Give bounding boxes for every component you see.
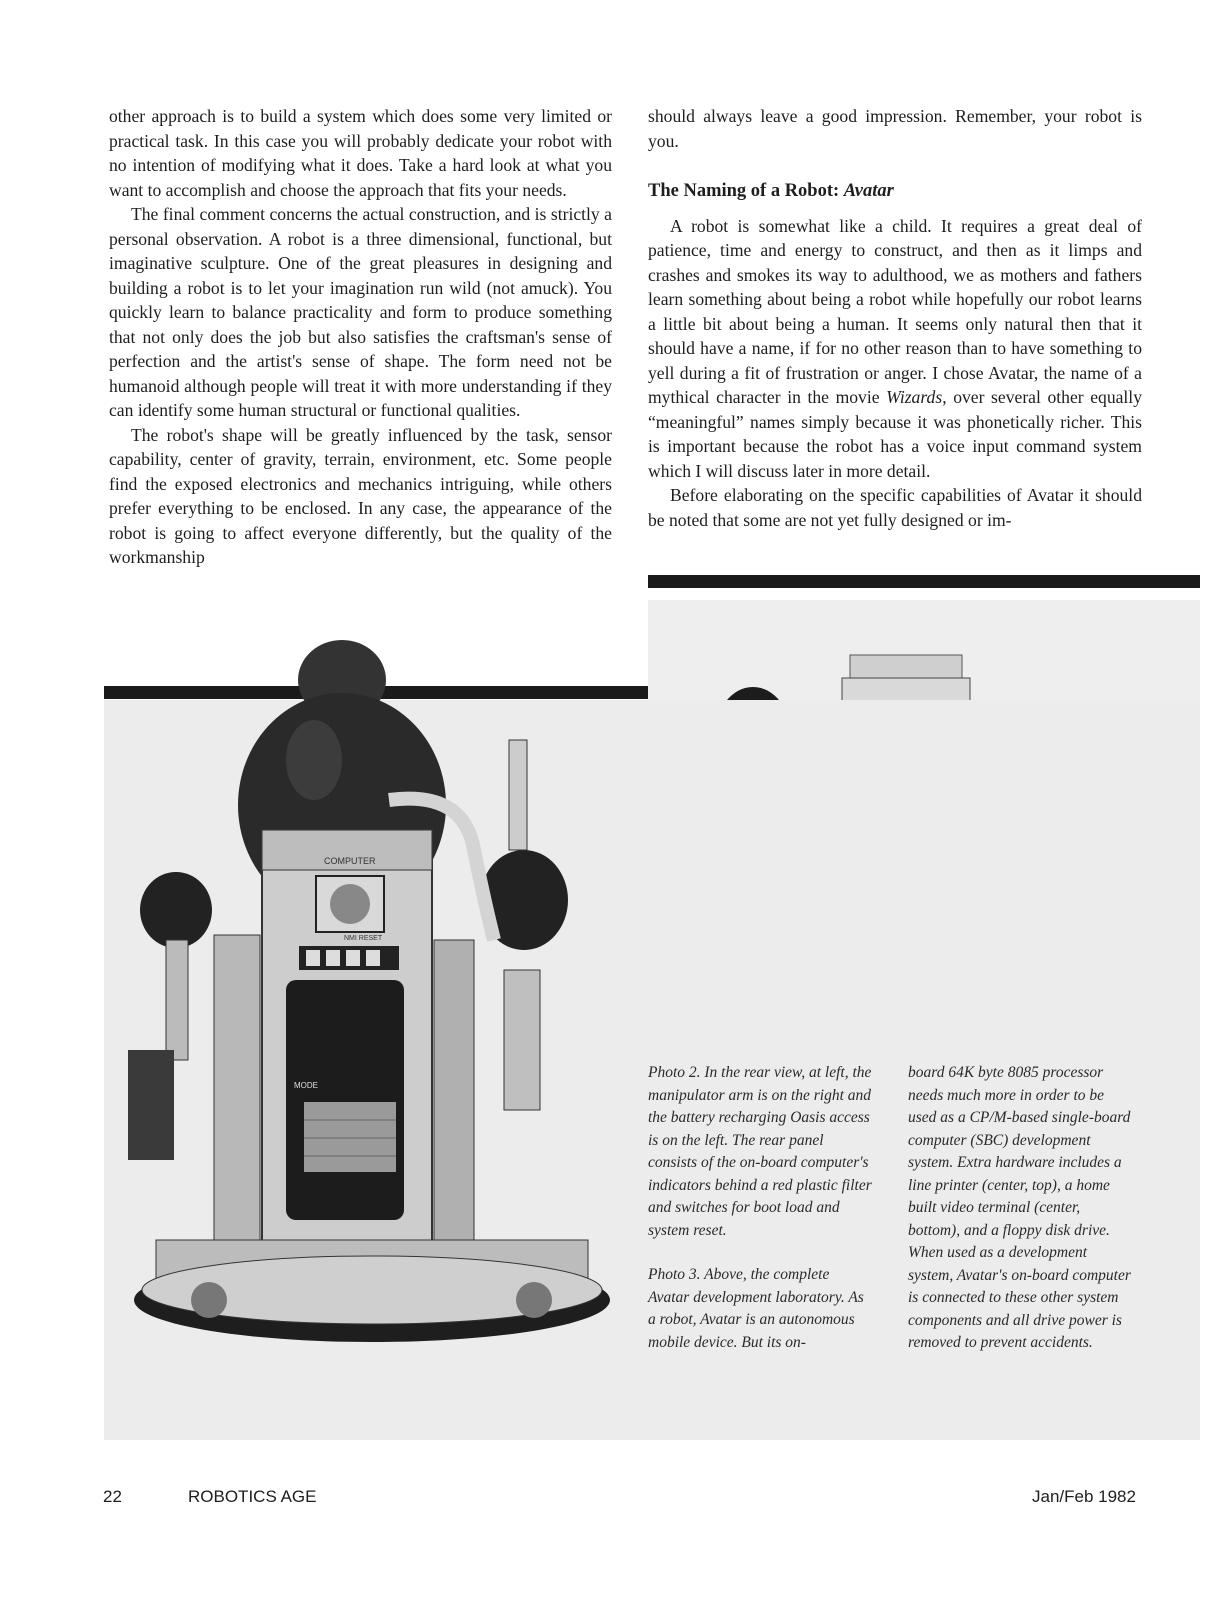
computer-panel-label: COMPUTER bbox=[324, 856, 376, 866]
right-paragraph-2-part-a: A robot is somewhat like a child. It requires a great deal of patience, time and energy to construct, and then as it limps and crashes and smokes its way to adulthood, we as mothers and fathers learn something about being a robot while hopefully our robot learns a little bit about being a human. It seems only natural then that it should have a name, if for no other reason than to have something to yell during a fit of frustration or anger. I chose Avatar, the name of a mythical character in the movie bbox=[648, 215, 1142, 407]
button-labels: NMI RESET bbox=[344, 935, 383, 942]
photo-2-illustration bbox=[104, 640, 644, 1440]
caption-column-2 bbox=[908, 1062, 1133, 1355]
photo-2-robot-rear-view bbox=[104, 640, 644, 1440]
right-paragraph-2-part-b: , over several other equally “meaningful” names simply because it was phonetically richer. This is important because the robot has a voice input command system which I will discuss later in more detail. bbox=[648, 387, 1142, 481]
right-text-column bbox=[648, 104, 1142, 532]
section-heading-text: The Naming of a Robot: bbox=[648, 181, 844, 201]
photo-2-caption: Photo 2. In the rear view, at left, the manipulator arm is on the right and the battery recharging Oasis access is on the left. The rear panel consists of the on-board computer's indicators behind a red plastic filter and switches for boot load and system reset. bbox=[648, 1064, 872, 1239]
top-right-rule bbox=[648, 575, 1200, 588]
left-paragraph-3: The robot's shape will be greatly influenced by the task, sensor capability, center of gravity, terrain, environment, etc. Some people find the exposed electronics and mechanics intriguing, while others prefer everything to be enclosed. In any case, the appearance of the robot is going to affect everyone differently, but the quality of the workmanship bbox=[109, 424, 612, 567]
left-text-column bbox=[109, 104, 612, 570]
movie-title: Wizards bbox=[886, 387, 943, 407]
right-paragraph-2 bbox=[648, 214, 1142, 484]
right-paragraph-1: should always leave a good impression. Remember, your robot is you. bbox=[648, 106, 1142, 151]
mode-label: MODE bbox=[294, 1081, 318, 1090]
caption-column-1 bbox=[648, 1062, 873, 1354]
left-paragraph-2: The final comment concerns the actual construction, and is strictly a personal observation. A robot is a three dimensional, functional, but imaginative sculpture. One of the great pleasures in designing and building a robot is to let your imagination run wild (not amuck). You quickly learn to balance practicality and form to produce something that not only does the job but also satisfies the craftsman's sense of perfection and the artist's sense of shape. The form need not be humanoid although people will treat it with more understanding if they can identify some human structural or functional qualities. bbox=[109, 204, 612, 420]
section-heading bbox=[648, 179, 1142, 204]
right-paragraph-3: Before elaborating on the specific capabilities of Avatar it should be noted that some are not yet fully designed or im- bbox=[648, 485, 1142, 530]
page-number: 22 bbox=[103, 1487, 122, 1506]
issue-date: Jan/Feb 1982 bbox=[1032, 1487, 1136, 1506]
photo-3-caption-part-1: Photo 3. Above, the complete Avatar development laboratory. As a robot, Avatar is an autonomous mobile device. But its on- bbox=[648, 1266, 864, 1351]
section-heading-italic: Avatar bbox=[843, 181, 894, 201]
left-paragraph-1: other approach is to build a system which does some very limited or practical task. In this case you will probably dedicate your robot with no intention of modifying what it does. Take a hard look at what you want to accomplish and choose the approach that fits your needs. bbox=[109, 106, 612, 200]
photo-3-caption-part-2: board 64K byte 8085 processor needs much more in order to be used as a CP/M-based single-board computer (SBC) development system. Extra hardware includes a line printer (center, top), a home built video terminal (center, bottom), and a floppy disk drive. When used as a development system, Avatar's on-board computer is connected to these other system components and all drive power is removed to prevent accidents. bbox=[908, 1064, 1131, 1351]
magazine-name: ROBOTICS AGE bbox=[188, 1487, 317, 1506]
